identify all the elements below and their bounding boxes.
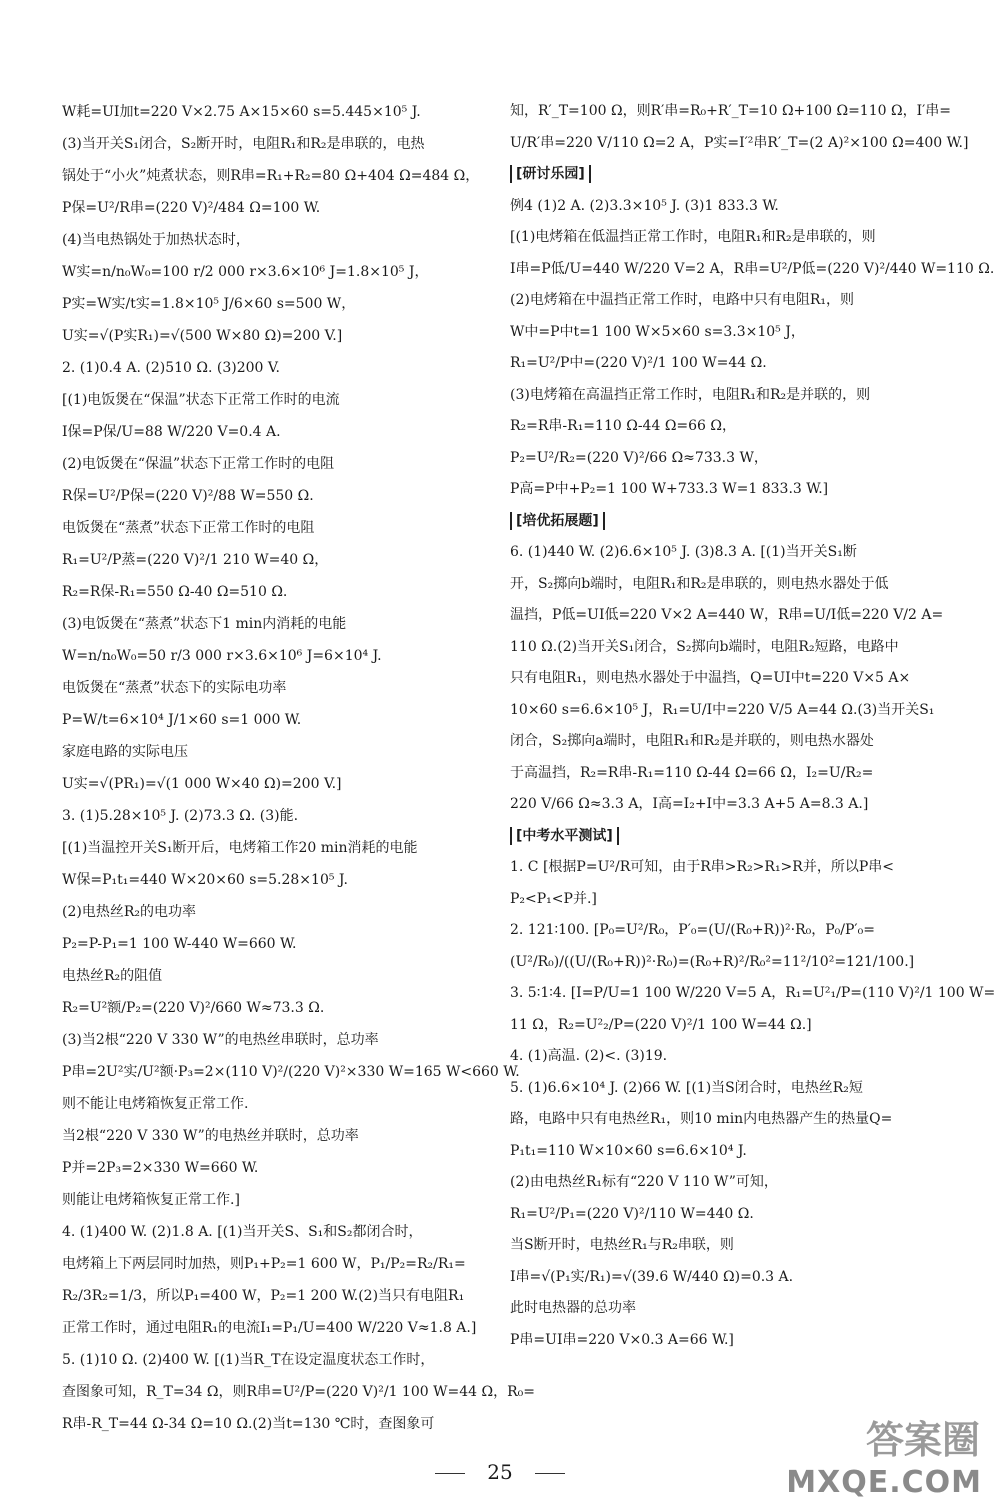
- text-line: W中=P中t=1 100 W×5×60 s=3.3×10⁵ J，: [510, 323, 805, 340]
- text-line: U实=√(PR₁)=√(1 000 W×40 Ω)=200 V.]: [62, 776, 342, 792]
- text-line: W保=P₁t₁=440 W×20×60 s=5.28×10⁵ J.: [62, 872, 348, 888]
- text-line: R₂=U²额/P₂=(220 V)²/660 W≈73.3 Ω.: [62, 1000, 325, 1016]
- text-line: [510, 159, 944, 191]
- text-line: 只有电阻R₁，则电热水器处于中温挡，Q=UI中t=220 V×5 A×: [510, 670, 911, 686]
- text-line: W实=n/n₀W₀=100 r/2 000 r×3.6×10⁶ J=1.8×10⁵ J，: [62, 264, 429, 280]
- text-line: 6. (1)440 W. (2)6.6×10⁵ J. (3)8.3 A. [(1)当开关S₁断: [510, 544, 857, 560]
- text-line: 1. C [根据P=U²/R可知，由于R串>R₂>R₁>R并，所以P串<: [510, 859, 894, 875]
- text-line: [(1)电饭煲在“保温”状态下正常工作时的电流: [62, 392, 340, 408]
- text-line: 220 V/66 Ω≈3.3 A，I高=I₂+I中=3.3 A+5 A=8.3 A.]: [510, 796, 869, 812]
- text-line: (2)电饭煲在“保温”状态下正常工作时的电阻: [62, 456, 335, 472]
- text-line: P保=U²/R串=(220 V)²/484 Ω=100 W.: [62, 200, 321, 216]
- section-heading: [研讨乐园]: [510, 165, 591, 183]
- text-line: W=n/n₀W₀=50 r/3 000 r×3.6×10⁶ J=6×10⁴ J.: [62, 648, 382, 664]
- text-line: 知，R′_T=100 Ω，则R′串=R₀+R′_T=10 Ω+100 Ω=110 Ω，I′串=: [510, 103, 952, 119]
- text-line: R保=U²/P保=(220 V)²/88 W=550 Ω.: [62, 488, 314, 504]
- right-column: [510, 96, 996, 1356]
- text-line: 则能让电烤箱恢复正常工作.]: [62, 1192, 240, 1208]
- text-line: R₁=U²/P中=(220 V)²/1 100 W=44 Ω.: [510, 355, 767, 371]
- text-line: 电饭煲在“蒸煮”状态下的实际电功率: [62, 680, 287, 696]
- footer-right-dash: [535, 1473, 565, 1474]
- text-line: [510, 506, 944, 538]
- text-line: P串=2U²实/U²额·P₃=2×(110 V)²/(220 V)²×330 W=165 W<660 W.: [62, 1064, 520, 1080]
- text-line: 例4 (1)2 A. (2)3.3×10⁵ J. (3)1 833.3 W.: [510, 197, 779, 214]
- text-line: 锅处于“小火”炖煮状态，则R串=R₁+R₂=80 Ω+404 Ω=484 Ω，: [62, 168, 480, 184]
- text-line: 4. (1)400 W. (2)1.8 A. [(1)当开关S、S₁和S₂都闭合时，: [62, 1224, 423, 1240]
- text-line: 查图象可知，R_T=34 Ω，则R串=U²/P=(220 V)²/1 100 W=44 Ω，R₀=: [62, 1384, 535, 1400]
- text-line: P实=W实/t实=1.8×10⁵ J/6×60 s=500 W，: [62, 296, 356, 312]
- text-line: 路，电路中只有电热丝R₁，则10 min内电热器产生的热量Q=: [510, 1111, 893, 1127]
- text-line: [510, 821, 944, 853]
- text-line: (4)当电热锅处于加热状态时，: [62, 232, 250, 248]
- text-line: 正常工作时，通过电阻R₁的电流I₁=P₁/U=400 W/220 V≈1.8 A.]: [62, 1320, 477, 1336]
- text-line: 110 Ω.(2)当开关S₁闭合，S₂掷向b端时，电阻R₂短路，电路中: [510, 638, 899, 655]
- text-line: P串=UI串=220 V×0.3 A=66 W.]: [510, 1331, 734, 1348]
- text-line: 则不能让电烤箱恢复正常工作.: [62, 1096, 249, 1112]
- text-line: 闭合，S₂掷向a端时，电阻R₁和R₂是并联的，则电热水器处: [510, 733, 874, 749]
- text-line: 当S断开时，电热丝R₁与R₂串联，则: [510, 1237, 734, 1253]
- text-line: P并=2P₃=2×330 W=660 W.: [62, 1160, 259, 1176]
- text-line: 温挡，P低=UI低=220 V×2 A=440 W，R串=U/I低=220 V/2 A=: [510, 607, 944, 623]
- text-line: 11 Ω，R₂=U²₂/P=(220 V)²/1 100 W=44 Ω.]: [510, 1016, 812, 1033]
- text-line: R串-R_T=44 Ω-34 Ω=10 Ω.(2)当t=130 ℃时，查图象可: [62, 1416, 435, 1432]
- text-line: 4. (1)高温. (2)<. (3)19.: [510, 1048, 668, 1064]
- text-line: (3)当开关S₁闭合，S₂断开时，电阻R₁和R₂是串联的，电热: [62, 136, 425, 152]
- text-line: U/R′串=220 V/110 Ω=2 A，P实=I′²串R′_T=(2 A)²×100 Ω=400 W.]: [510, 134, 969, 151]
- text-line: [(1)电烤箱在低温挡正常工作时，电阻R₁和R₂是串联的，则: [510, 229, 876, 245]
- text-line: (2)电热丝R₂的电功率: [62, 904, 196, 920]
- text-line: R₂/3R₂=1/3，所以P₁=400 W，P₂=1 200 W.(2)当只有电阻R₁: [62, 1288, 465, 1304]
- text-line: 2. 121∶100. [P₀=U²/R₀，P′₀=(U/(R₀+R))²·R₀，P₀/P′₀=: [510, 922, 875, 938]
- text-line: 电烤箱上下两层同时加热，则P₁+P₂=1 600 W，P₁/P₂=R₂/R₁=: [62, 1256, 466, 1272]
- text-line: [(1)当温控开关S₁断开后，电烤箱工作20 min消耗的电能: [62, 840, 418, 856]
- text-line: 2. (1)0.4 A. (2)510 Ω. (3)200 V.: [62, 360, 280, 376]
- text-line: R₂=R保-R₁=550 Ω-40 Ω=510 Ω.: [62, 584, 288, 600]
- text-line: 3. (1)5.28×10⁵ J. (2)73.3 Ω. (3)能.: [62, 808, 299, 824]
- left-column: [62, 96, 535, 1440]
- text-line: (3)电烤箱在高温挡正常工作时，电阻R₁和R₂是并联的，则: [510, 386, 871, 403]
- text-line: W耗=UI加t=220 V×2.75 A×15×60 s=5.445×10⁵ J.: [62, 104, 421, 120]
- watermark-site: MXQE.COM: [786, 1465, 982, 1500]
- text-line: 开，S₂掷向b端时，电阻R₁和R₂是串联的，则电热水器处于低: [510, 575, 889, 592]
- text-line: P高=P中+P₂=1 100 W+733.3 W=1 833.3 W.]: [510, 481, 829, 497]
- text-line: R₁=U²/P₁=(220 V)²/110 W=440 Ω.: [510, 1205, 754, 1222]
- text-line: 此时电热器的总功率: [510, 1300, 636, 1316]
- section-heading: [中考水平测试]: [510, 827, 619, 845]
- text-line: P₂=P-P₁=1 100 W-440 W=660 W.: [62, 936, 297, 952]
- text-line: P₂=U²/R₂=(220 V)²/66 Ω≈733.3 W，: [510, 449, 768, 466]
- page-number: 25: [487, 1460, 513, 1484]
- text-line: R₁=U²/P蒸=(220 V)²/1 210 W=40 Ω，: [62, 552, 329, 568]
- text-line: P₂<P₁<P并.]: [510, 890, 597, 907]
- text-line: U实=√(P实R₁)=√(500 W×80 Ω)=200 V.]: [62, 328, 343, 344]
- text-line: I串=√(P₁实/R₁)=√(39.6 W/440 Ω)=0.3 A.: [510, 1268, 794, 1285]
- footer-left-dash: [435, 1473, 465, 1474]
- text-line: R₂=R串-R₁=110 Ω-44 Ω=66 Ω，: [510, 418, 737, 434]
- text-line: P₁t₁=110 W×10×60 s=6.6×10⁴ J.: [510, 1142, 747, 1159]
- text-line: I串=P低/U=440 W/220 V=2 A，R串=U²/P低=(220 V)²/440 W=110 Ω.: [510, 260, 995, 277]
- text-line: 家庭电路的实际电压: [62, 744, 188, 760]
- text-line: 10×60 s=6.6×10⁵ J，R₁=U/I中=220 V/5 A=44 Ω.(3)当开关S₁: [510, 701, 935, 718]
- text-line: 电饭煲在“蒸煮”状态下正常工作时的电阻: [62, 520, 315, 536]
- text-line: (3)当2根“220 V 330 W”的电热丝串联时，总功率: [62, 1032, 379, 1048]
- text-line: P=W/t=6×10⁴ J/1×60 s=1 000 W.: [62, 712, 302, 728]
- watermark-logo: 答案圈: [865, 1418, 980, 1462]
- text-line: (2)由电热丝R₁标有“220 V 110 W”可知，: [510, 1174, 778, 1190]
- text-line: (U²/R₀)/((U/(R₀+R))²·R₀)=(R₀+R)²/R₀²=11²/10²=121/100.]: [510, 953, 915, 970]
- text-line: 电热丝R₂的阻值: [62, 968, 163, 984]
- text-line: 5. (1)10 Ω. (2)400 W. [(1)当R_T在设定温度状态工作时，: [62, 1352, 435, 1368]
- text-line: (3)电饭煲在“蒸煮”状态下1 min内消耗的电能: [62, 616, 347, 632]
- text-line: 当2根“220 V 330 W”的电热丝并联时，总功率: [62, 1128, 359, 1144]
- text-line: 5. (1)6.6×10⁴ J. (2)66 W. [(1)当S闭合时，电热丝R₂短: [510, 1079, 863, 1096]
- text-line: 3. 5∶1∶4. [I=P/U=1 100 W/220 V=5 A，R₁=U²₁/P=(110 V)²/1 100 W=: [510, 985, 996, 1001]
- text-line: I保=P保/U=88 W/220 V=0.4 A.: [62, 424, 281, 440]
- section-heading: [培优拓展题]: [510, 512, 605, 530]
- text-line: 于高温挡，R₂=R串-R₁=110 Ω-44 Ω=66 Ω，I₂=U/R₂=: [510, 764, 874, 781]
- text-line: (2)电烤箱在中温挡正常工作时，电路中只有电阻R₁，则: [510, 292, 854, 308]
